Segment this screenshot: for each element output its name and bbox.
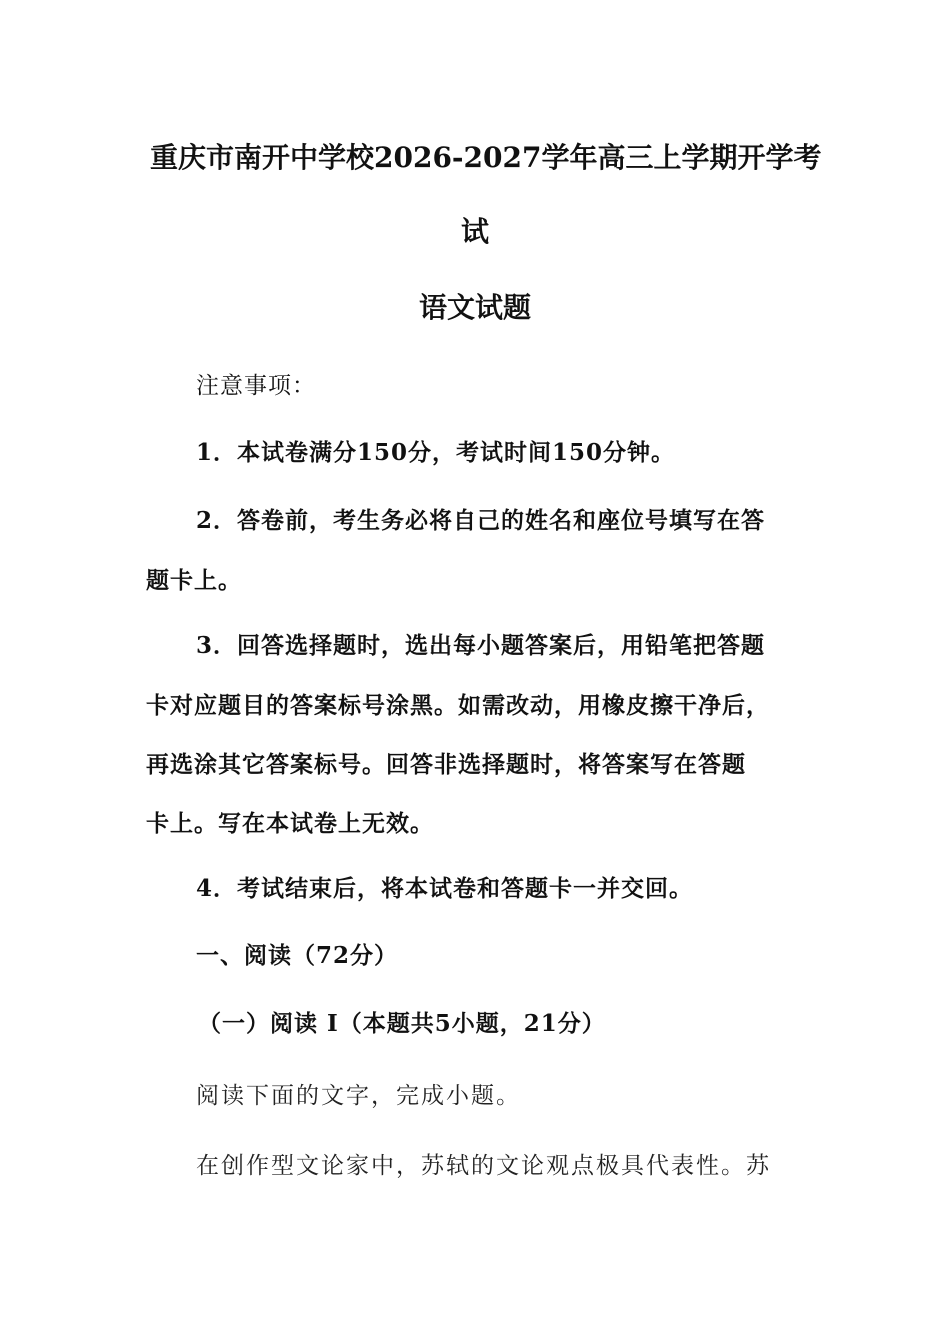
passage-line-1: 在创作型文论家中，苏轼的文论观点极具代表性。苏	[196, 1153, 771, 1179]
section-heading: 一、阅读（72分）	[196, 942, 399, 969]
notice-heading: 注意事项：	[196, 373, 316, 399]
subsection-heading: （一）阅读 I（本题共5小题，21分）	[198, 1010, 606, 1037]
document-subtitle: 语文试题	[418, 291, 531, 324]
reading-instruction: 阅读下面的文字，完成小题。	[196, 1083, 521, 1109]
notice-item-3-line1: 3．回答选择题时，选出每小题答案后，用铅笔把答题	[196, 632, 766, 659]
notice-item-3-line3: 再选涂其它答案标号。回答非选择题时，将答案写在答题	[146, 751, 746, 778]
notice-item-2-line1: 2．答卷前，考生务必将自己的姓名和座位号填写在答	[196, 507, 766, 534]
document-title-line2: 试	[460, 215, 489, 248]
notice-item-3-line4: 卡上。写在本试卷上无效。	[146, 810, 434, 837]
notice-item-1: 1．本试卷满分150分，考试时间150分钟。	[196, 439, 676, 466]
notice-item-3-line2: 卡对应题目的答案标号涂黑。如需改动，用橡皮擦干净后，	[146, 692, 770, 719]
notice-item-2-line2: 题卡上。	[146, 567, 242, 594]
document-title-line1: 重庆市南开中学校2026-2027学年高三上学期开学考	[150, 141, 822, 174]
notice-item-4: 4．考试结束后，将本试卷和答题卡一并交回。	[196, 875, 694, 902]
